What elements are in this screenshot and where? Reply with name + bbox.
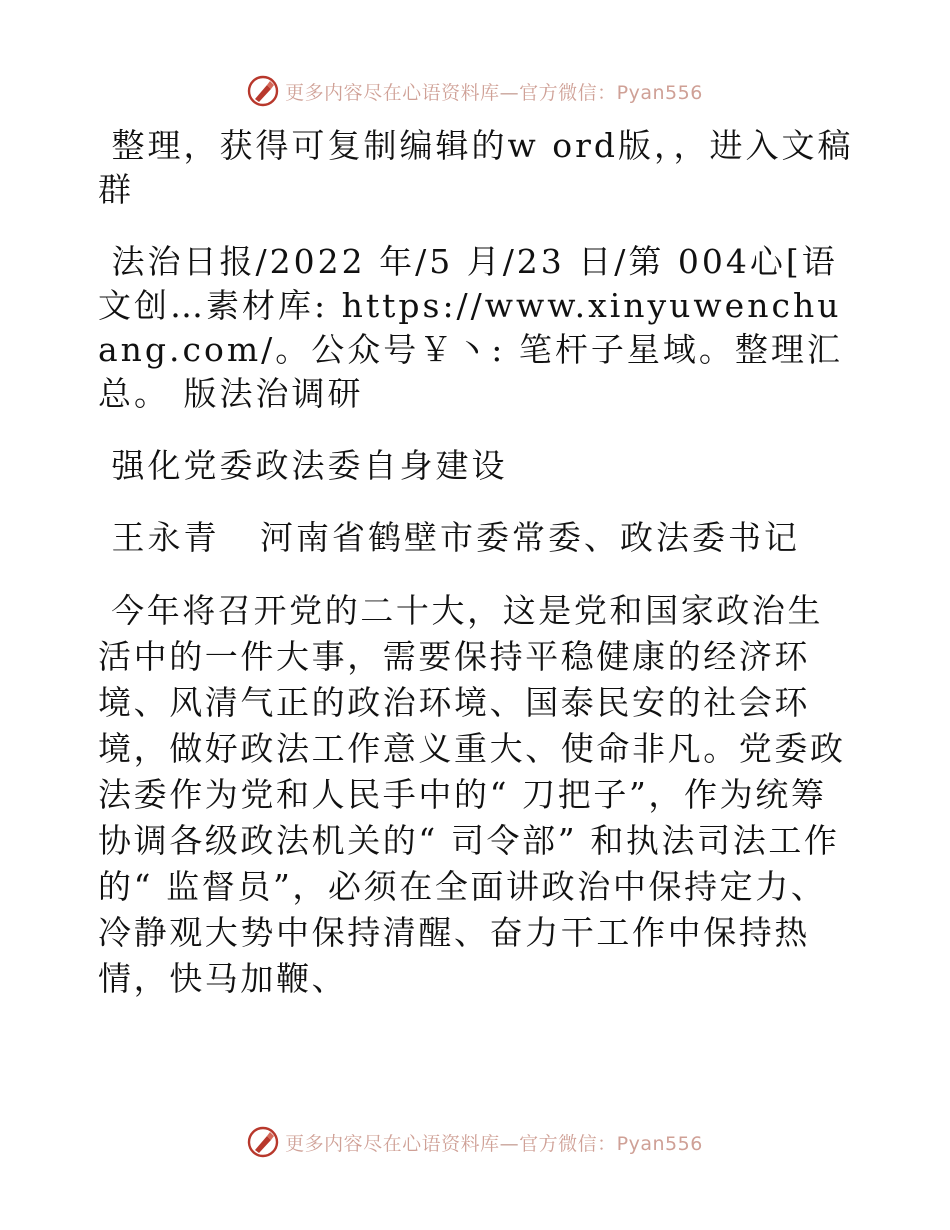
source-line: 法治日报/2022 年/5 月/23 日/第 004心[语文创…素材库: https://www.xinyuwenchuang.com/。公众号￥丶: 笔杆子星域。整理汇总。 版法治调研 [98,242,843,413]
watermark-text [285,78,703,105]
footer-watermark [0,1122,950,1162]
watermark-separator: — [499,1132,520,1155]
header-watermark [0,71,950,111]
pen-logo-icon [247,1126,279,1158]
watermark-text [285,1129,703,1156]
article-title: 强化党委政法委自身建设 [98,446,508,485]
watermark-site-text: 更多内容尽在心语资料库 [285,81,500,104]
author-line: 王永青 河南省鹤壁市委常委、政法委书记 [98,518,800,557]
watermark-site-text: 更多内容尽在心语资料库 [285,1132,500,1155]
body-paragraph: 今年将召开党的二十大，这是党和国家政治生活中的一件大事，需要保持平稳健康的经济环境、风清气正的政治环境、国泰民安的社会环境，做好政法工作意义重大、使命非凡。党委政法委作为党和人民手中的“ 刀把子”，作为统筹协调各级政法机关的“ 司令部” 和执法司法工作的“ 监督员”，必须在全面讲政治中保持定力、冷静观大势中保持清醒、奋力干工作中保持热情，快马加鞭、 [98,591,846,998]
intro-line: 整理，获得可复制编辑的w ord版，，进入文稿群 [98,126,854,209]
pen-logo-icon [247,75,279,107]
document-content [98,124,858,1030]
watermark-separator: — [499,81,520,104]
watermark-wechat-text: 官方微信：Pyan556 [519,1132,703,1155]
watermark-wechat-text: 官方微信：Pyan556 [519,81,703,104]
